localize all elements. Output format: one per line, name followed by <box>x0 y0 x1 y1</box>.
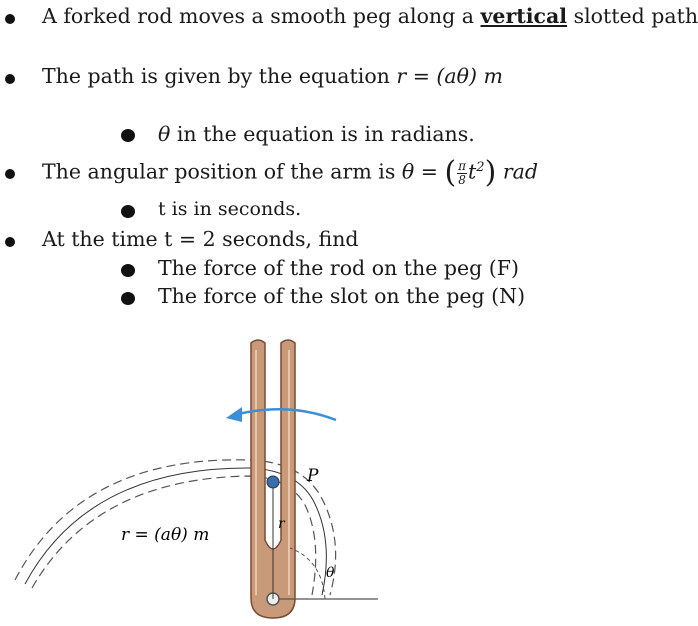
bullet-3-sub-text: t is in seconds. <box>158 198 302 220</box>
bullet-2-text <box>42 66 503 87</box>
label-r: r <box>278 516 285 532</box>
fraction-denominator: 8 <box>458 172 466 187</box>
left-paren: ( <box>444 155 457 191</box>
label-theta: θ <box>326 565 335 581</box>
bullet-4-text: At the time t = 2 seconds, find <box>42 227 359 251</box>
bullet-1-post: slotted path <box>567 4 698 28</box>
bullet-3-text <box>42 155 538 191</box>
bullet-4-sub-1: The force of the rod on the peg (F) <box>158 256 519 280</box>
bullet-3-lhs: θ = <box>401 159 445 184</box>
forked-rod-diagram <box>0 330 637 626</box>
sub-bullet-dot <box>121 205 135 218</box>
bullet-3-t: t <box>468 159 477 184</box>
bullet-2-sub-text <box>158 124 475 145</box>
bullet-1-text <box>42 6 698 27</box>
bullet-dot <box>5 169 15 179</box>
bullet-3-pre: The angular position of the arm is <box>42 159 402 184</box>
bullet-dot <box>5 74 15 84</box>
label-p: P <box>307 466 319 486</box>
peg <box>267 476 279 488</box>
bullet-3-unit: rad <box>496 159 538 184</box>
bullet-1-pre: A forked rod moves a smooth peg along a <box>42 4 481 28</box>
bullet-2-sub-label: in the equation is in radians. <box>170 122 475 146</box>
bullet-2-pre: The path is given by the equation <box>42 64 397 88</box>
rotation-arrowhead <box>226 407 242 422</box>
sub-bullet-dot <box>121 129 135 142</box>
bullet-dot <box>5 237 15 247</box>
bullet-dot <box>5 14 15 24</box>
bullet-4-sub-2: The force of the slot on the peg (N) <box>158 284 526 308</box>
bullet-2-sub-theta: θ <box>158 122 171 146</box>
bullet-2-equation: r = (aθ) m <box>396 64 503 88</box>
bullet-3-exponent: 2 <box>476 159 485 175</box>
fraction <box>457 160 467 186</box>
sub-bullet-dot <box>121 292 135 305</box>
bullet-1-emphasis: vertical <box>480 4 568 28</box>
right-paren: ) <box>484 155 497 191</box>
label-equation: r = (aθ) m <box>121 525 210 545</box>
sub-bullet-dot <box>121 264 135 277</box>
fraction-numerator: π <box>458 159 467 173</box>
